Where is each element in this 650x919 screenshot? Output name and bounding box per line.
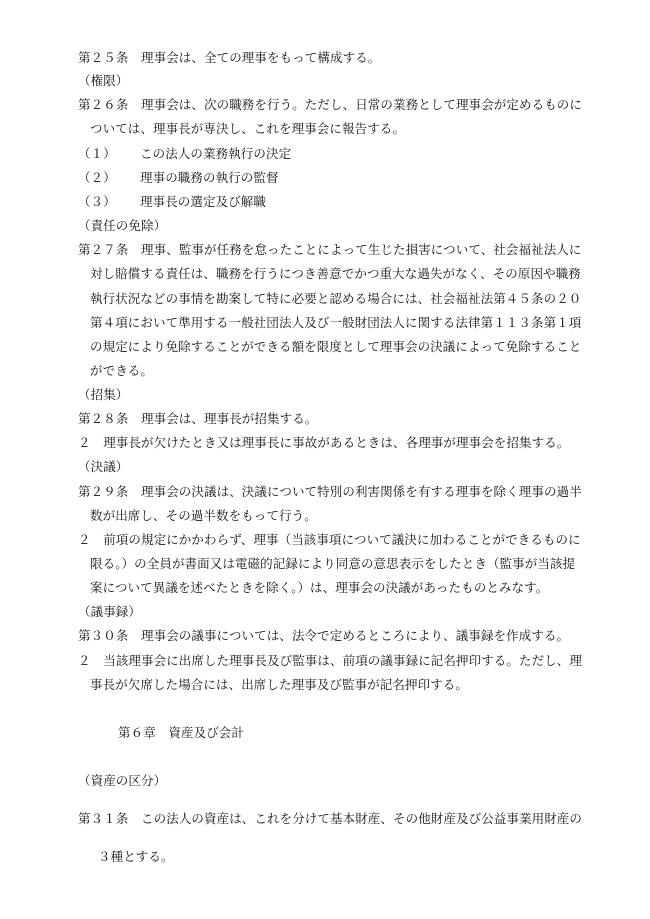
article-26: 第２６条 理事会は、次の職務を行う。ただし、日常の業務として理事会が定めるものに xyxy=(78,97,583,112)
heading-exemption: （責任の免除） xyxy=(78,218,167,233)
article-30-para-2-cont: 事長が欠席した場合には、出席した理事及び監事が記名押印する。 xyxy=(90,677,469,692)
article-28: 第２８条 理事会は、理事長が招集する。 xyxy=(78,411,318,426)
article-29-para-2-cont: 案について異議を述べたときを除く。）は、理事会の決議があったものとみなす。 xyxy=(90,580,549,595)
article-29: 第２９条 理事会の決議は、決議について特別の利害関係を有する理事を除く理事の過半 xyxy=(78,484,582,499)
item-number: （１） xyxy=(78,146,116,161)
heading-resolution: （決議） xyxy=(78,459,129,474)
article-29-cont: 数が出席し、その過半数をもって行う。 xyxy=(90,508,317,523)
article-28-para-2: ２ 理事長が欠けたとき又は理事長に事故があるときは、各理事が理事会を招集する。 xyxy=(78,435,570,450)
article-27-cont: 対し賠償する責任は、職務を行うにつき善意でかつ重大な過失がなく、その原因や職務 xyxy=(90,266,581,281)
article-27-cont: 第４項において準用する一般社団法人及び一般財団法人に関する法律第１１３条第１項 xyxy=(90,315,582,330)
article-30-para-2: ２ 当該理事会に出席した理事長及び監事は、前項の議事録に記名押印する。ただし、理 xyxy=(78,653,583,668)
article-25: 第２５条 理事会は、全ての理事をもって構成する。 xyxy=(78,50,381,65)
heading-minutes: （議事録） xyxy=(78,604,142,619)
article-26-cont: ついては、理事長が専決し、これを理事会に報告する。 xyxy=(90,121,406,136)
article-27-cont: 執行状況などの事情を勘案して特に必要と認める場合には、社会福祉法第４５条の２０ xyxy=(90,291,582,306)
item-text: この法人の業務執行の決定 xyxy=(140,146,292,161)
item-text: 理事の職務の執行の監督 xyxy=(140,170,279,185)
article-29-para-2: ２ 前項の規定にかかわらず、理事（当該事項について議決に加わることができるものに xyxy=(78,532,581,547)
heading-asset-classification: （資産の区分） xyxy=(78,773,167,788)
article-27-cont: ができる。 xyxy=(90,363,154,378)
article-29-para-2-cont: 限る。）の全員が書面又は電磁的記録により同意の意思表示をしたとき（監事が当該提 xyxy=(90,556,576,571)
article-30: 第３０条 理事会の議事については、法令で定めるところにより、議事録を作成する。 xyxy=(78,628,570,643)
heading-convocation: （招集） xyxy=(78,387,129,402)
item-number: （３） xyxy=(78,194,116,209)
item-text: 理事長の選定及び解職 xyxy=(140,194,267,209)
item-number: （２） xyxy=(78,170,116,185)
chapter-title: 第６章 資産及び会計 xyxy=(118,725,245,740)
article-31: 第３１条 この法人の資産は、これを分けて基本財産、その他財産及び公益事業用財産の xyxy=(78,811,583,826)
article-27: 第２７条 理事、監事が任務を怠ったことによって生じた損害について、社会福祉法人に xyxy=(78,242,582,257)
article-31-cont: ３種とする。 xyxy=(98,849,174,864)
article-27-cont: の規定により免除することができる額を限度として理事会の決議によって免除すること xyxy=(90,339,582,354)
heading-authority: （権限） xyxy=(78,73,129,88)
